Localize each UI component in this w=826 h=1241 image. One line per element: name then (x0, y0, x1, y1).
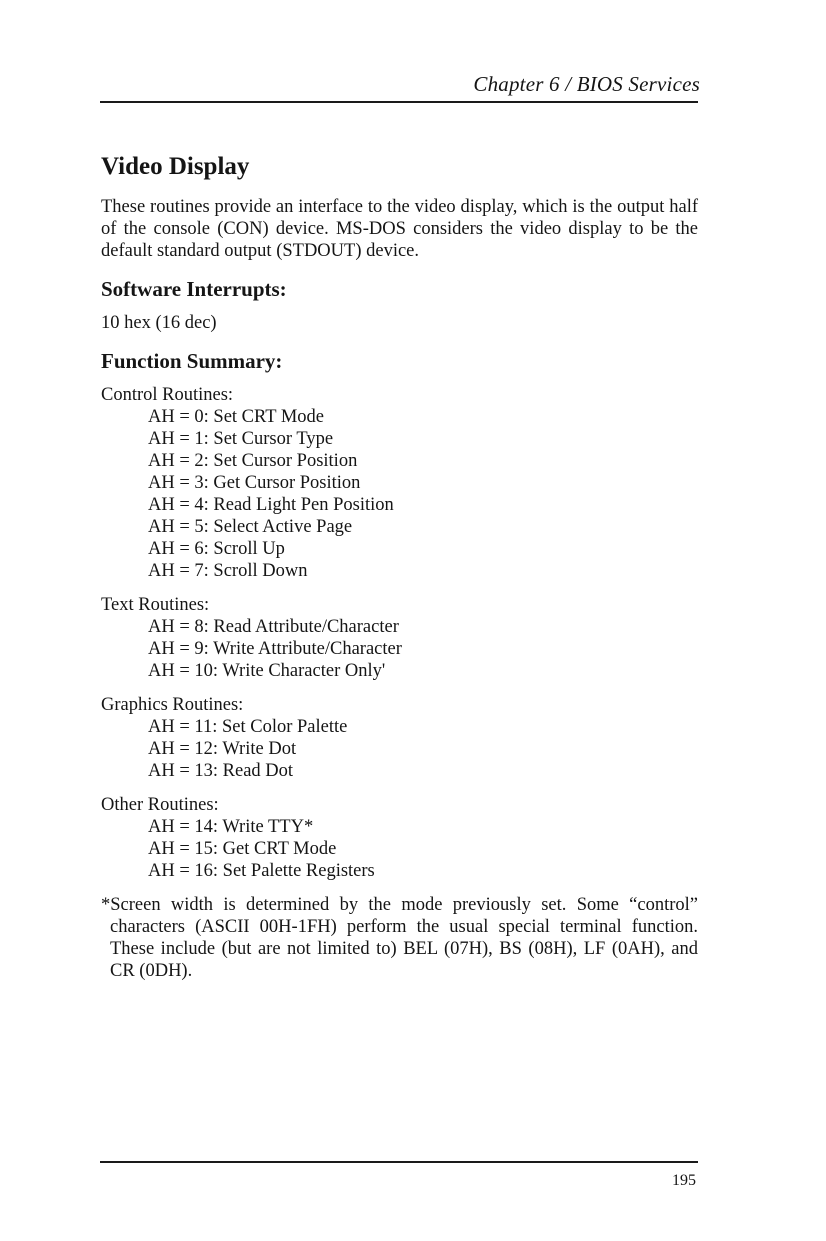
routine-entry: AH = 4: Read Light Pen Position (148, 495, 394, 515)
running-head: Chapter 6 / BIOS Services (473, 72, 700, 96)
routine-entry: AH = 12: Write Dot (148, 739, 297, 759)
routine-entry: AH = 7: Scroll Down (148, 561, 308, 581)
page-number: 195 (672, 1172, 696, 1189)
footnote: *Screen width is determined by the mode previously set. Some “control” characters (ASCII 00H-1FH) perform the usual special terminal function. These include (but are not limited to) BEL (07H), BS (08H), LF (0AH), and CR (0DH). (101, 895, 698, 981)
routine-entry: AH = 6: Scroll Up (148, 539, 285, 559)
page-content (101, 152, 698, 982)
routine-entry: AH = 10: Write Character Only' (148, 661, 386, 681)
routine-entry: AH = 3: Get Cursor Position (148, 473, 361, 493)
routine-group-label: Control Routines: (101, 385, 234, 405)
routine-entry: AH = 1: Set Cursor Type (148, 429, 334, 449)
routine-entry: AH = 2: Set Cursor Position (148, 451, 358, 471)
routine-entry: AH = 15: Get CRT Mode (148, 839, 337, 859)
routine-entry: AH = 14: Write TTY* (148, 817, 314, 837)
routine-entry: AH = 8: Read Attribute/Character (148, 617, 399, 637)
routine-group-label: Graphics Routines: (101, 695, 244, 715)
routine-list (101, 816, 698, 882)
routine-group (101, 594, 698, 682)
routine-entry: AH = 13: Read Dot (148, 761, 294, 781)
routine-list (101, 716, 698, 782)
function-summary-heading: Function Summary: (101, 349, 283, 373)
routine-entry: AH = 11: Set Color Palette (148, 717, 348, 737)
intro-paragraph: These routines provide an interface to the video display, which is the output half of the console (CON) device. MS-DOS considers the video display to be the default standard output (STDOUT) device. (101, 197, 698, 261)
routine-entry: AH = 9: Write Attribute/Character (148, 639, 402, 659)
function-groups (101, 384, 698, 882)
routine-group (101, 384, 698, 582)
footer-rule (100, 1161, 698, 1163)
routine-group-label: Other Routines: (101, 795, 219, 815)
routine-list (101, 616, 698, 682)
routine-group-label: Text Routines: (101, 595, 210, 615)
software-interrupts-heading: Software Interrupts: (101, 277, 287, 301)
software-interrupts-value: 10 hex (16 dec) (101, 313, 217, 333)
routine-group (101, 794, 698, 882)
section-title: Video Display (101, 153, 250, 180)
header-rule (100, 101, 698, 103)
routine-entry: AH = 16: Set Palette Registers (148, 861, 375, 881)
routine-entry: AH = 0: Set CRT Mode (148, 407, 325, 427)
routine-list (101, 406, 698, 582)
routine-group (101, 694, 698, 782)
routine-entry: AH = 5: Select Active Page (148, 517, 353, 537)
